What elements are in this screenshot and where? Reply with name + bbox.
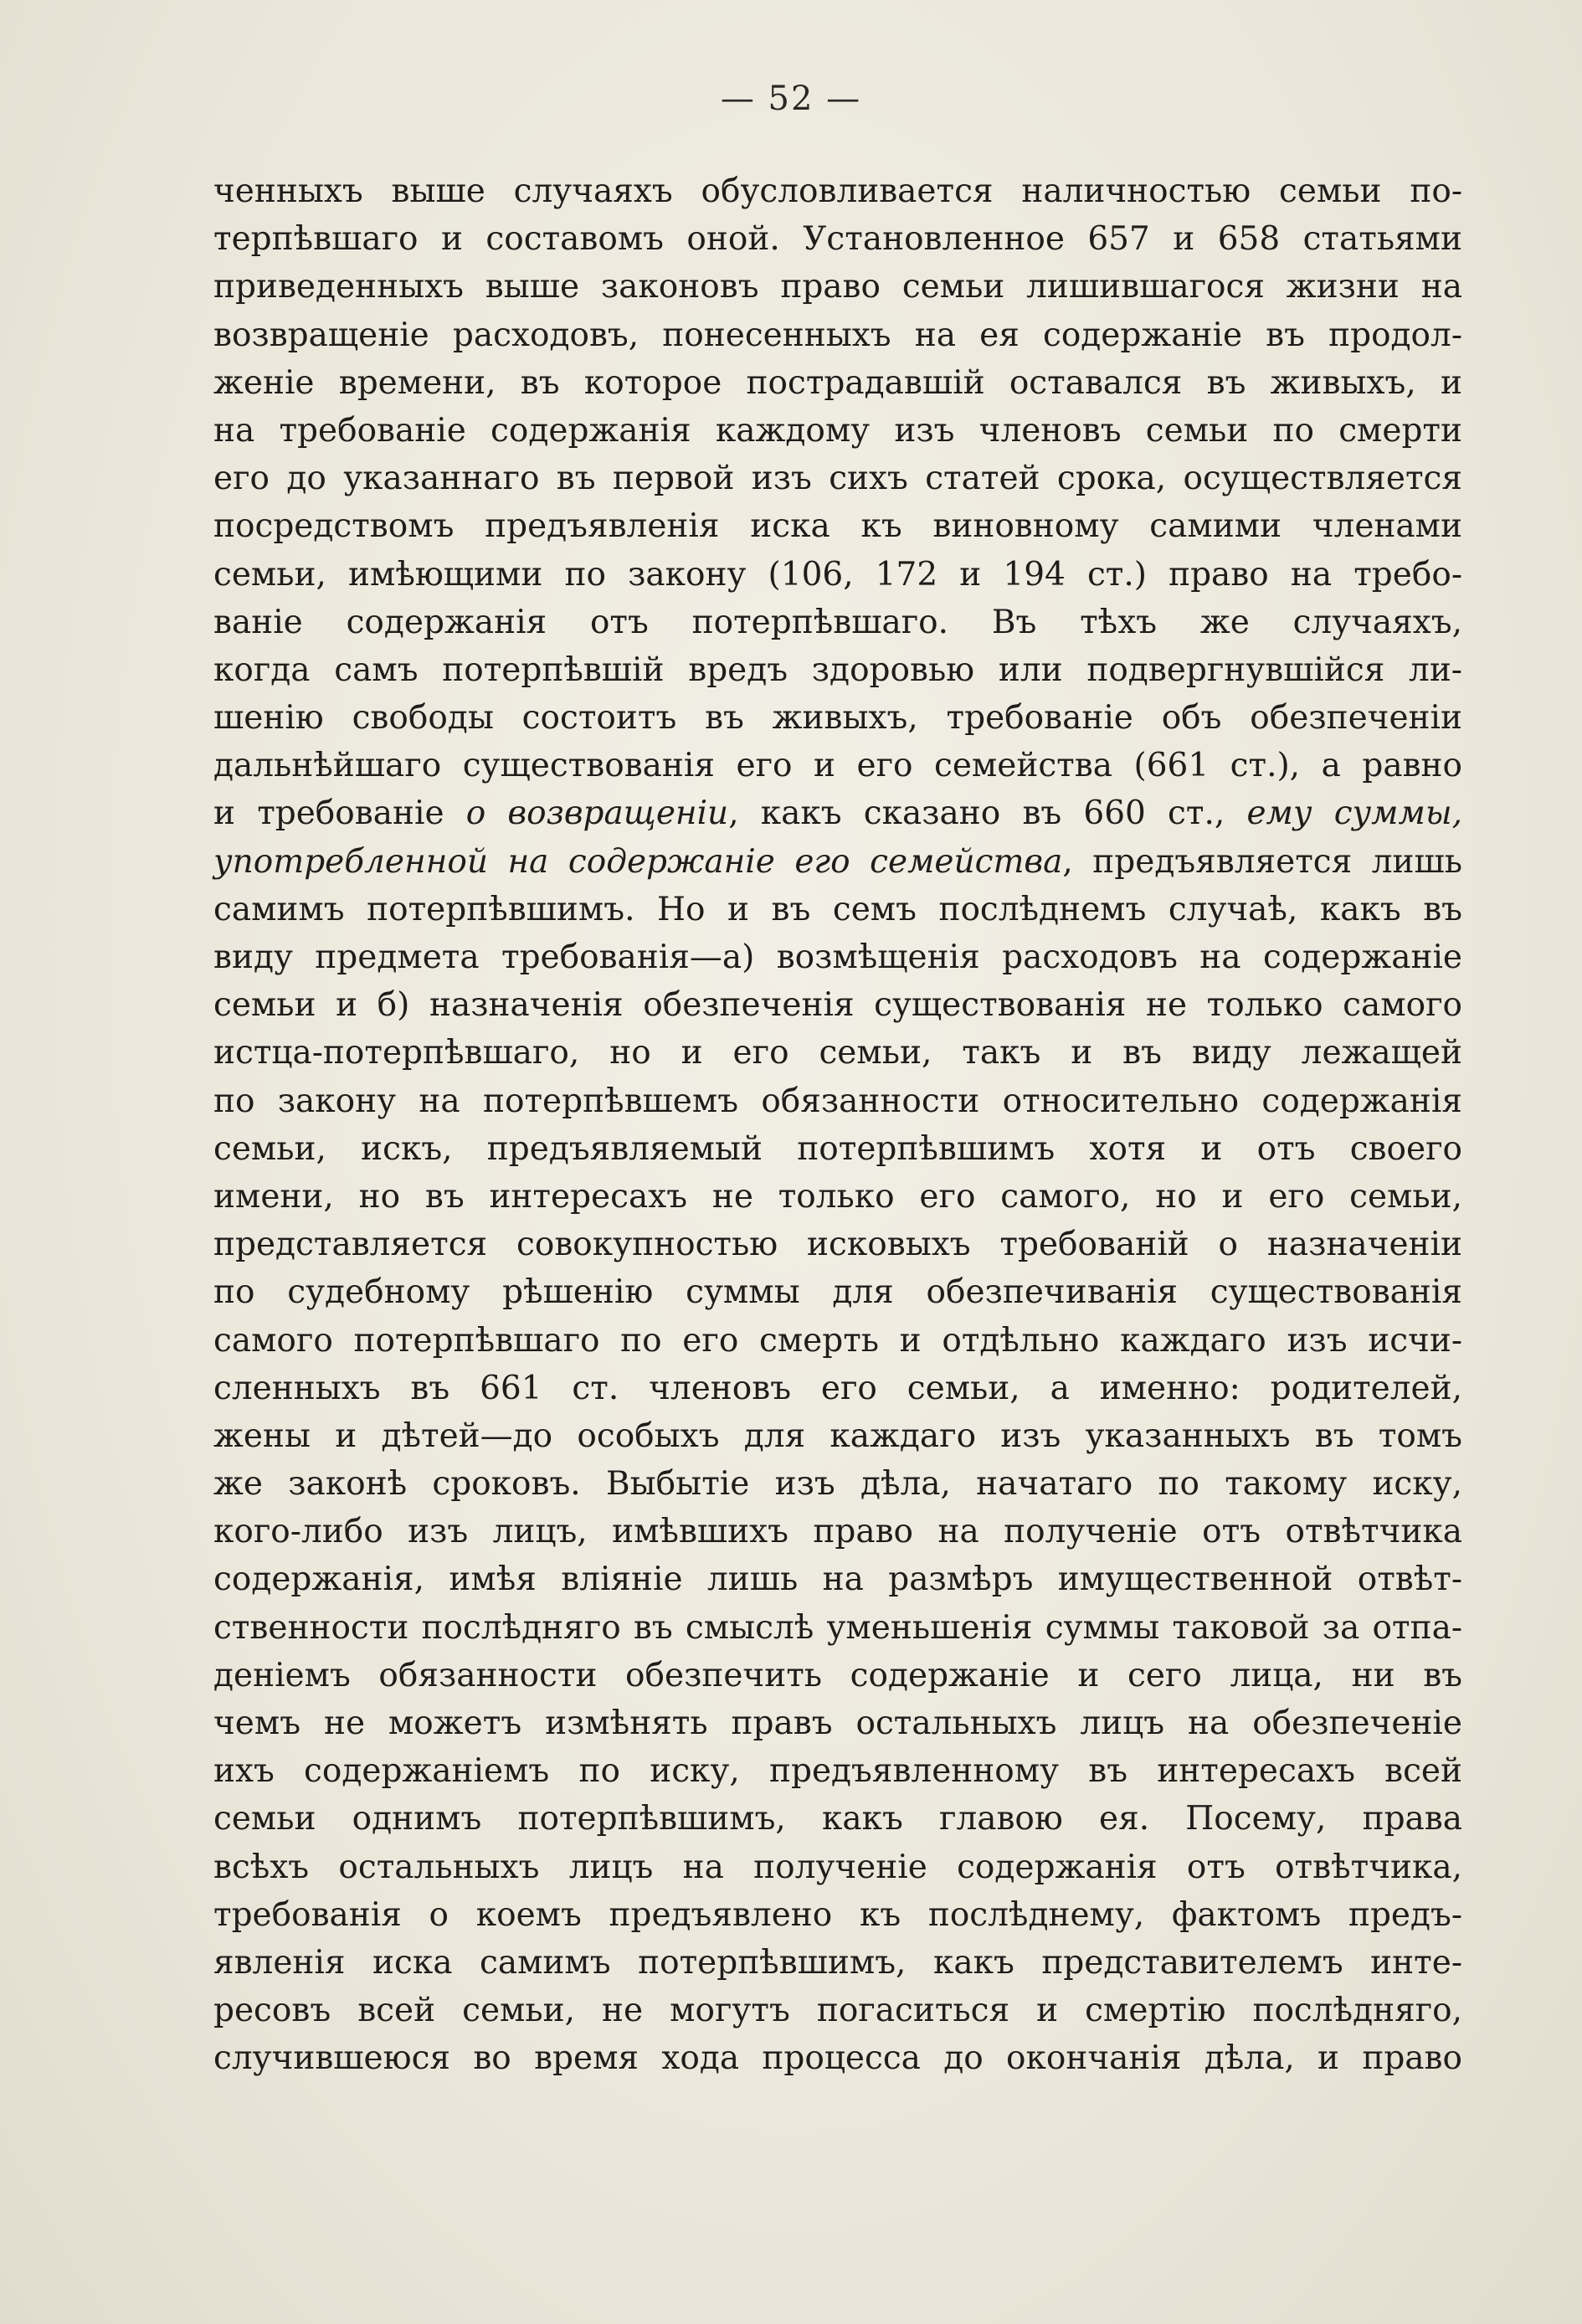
text-line: ченныхъ выше случаяхъ обусловливается наличностью семьи по- — [213, 172, 1462, 210]
text-line: кого-либо изъ лицъ, имѣвшихъ право на полученіе отъ отвѣтчика — [213, 1513, 1462, 1551]
text-line: жены и дѣтей—до особыхъ для каждаго изъ указанныхъ въ томъ — [213, 1417, 1462, 1455]
text-run: , предъявляется лишь — [1062, 842, 1462, 881]
text-run: и требованіе — [213, 794, 466, 833]
text-line-mixed — [213, 789, 1462, 837]
text-line: по закону на потерпѣвшемъ обязанности относительно содержанія — [213, 1082, 1462, 1120]
italic-run: о возвращеніи — [465, 794, 729, 833]
text-line: дальнѣйшаго существованія его и его семейства (661 ст.), а равно — [213, 747, 1462, 785]
body-text — [213, 167, 1462, 2083]
text-line: самого потерпѣвшаго по его смерть и отдѣльно каждаго изъ исчи- — [213, 1321, 1462, 1360]
text-line: возвращеніе расходовъ, понесенныхъ на ея содержаніе въ продол- — [213, 316, 1462, 354]
text-line: же законѣ сроковъ. Выбытіе изъ дѣла, начатаго по такому иску, — [213, 1465, 1462, 1504]
text-line: имени, но въ интересахъ не только его самого, но и его семьи, — [213, 1177, 1462, 1216]
text-line: на требованіе содержанія каждому изъ членовъ семьи по смерти — [213, 411, 1462, 450]
text-line: деніемъ обязанности обезпечить содержаніе и сего лица, ни въ — [213, 1656, 1462, 1694]
text-line: семьи однимъ потерпѣвшимъ, какъ главою ея. Посему, права — [213, 1800, 1462, 1838]
text-line: ихъ содержаніемъ по иску, предъявленному въ интересахъ всей — [213, 1752, 1462, 1791]
text-line: требованія о коемъ предъявлено къ послѣднему, фактомъ предъ- — [213, 1895, 1462, 1934]
text-line: семьи, имѣющими по закону (106, 172 и 194 ст.) право на требо- — [213, 555, 1462, 594]
text-line: истца-потерпѣвшаго, но и его семьи, такъ и въ виду лежащей — [213, 1034, 1462, 1072]
text-line: семьи, искъ, предъявляемый потерпѣвшимъ хотя и отъ своего — [213, 1129, 1462, 1168]
text-run: , какъ сказано въ 660 ст., — [728, 794, 1247, 833]
text-line: случившеюся во время хода процесса до окончанія дѣла, и право — [213, 2039, 1462, 2078]
italic-run: употребленной на содержаніе его семейства — [213, 842, 1063, 881]
text-line: всѣхъ остальныхъ лицъ на полученіе содержанія отъ отвѣтчика, — [213, 1848, 1462, 1886]
text-line: представляется совокупностью исковыхъ требованій о назначеніи — [213, 1226, 1462, 1264]
text-line: его до указаннаго въ первой изъ сихъ статей срока, осуществляется — [213, 460, 1462, 498]
text-line: по судебному рѣшенію суммы для обезпечиванія существованія — [213, 1273, 1462, 1312]
page-number: — 52 — — [720, 80, 862, 118]
text-line: чемъ не можетъ измѣнять правъ остальныхъ лицъ на обезпеченіе — [213, 1704, 1462, 1742]
text-line: посредствомъ предъявленія иска къ виновному самими членами — [213, 507, 1462, 546]
text-line: женіе времени, въ которое пострадавшій оставался въ живыхъ, и — [213, 363, 1462, 402]
text-line: ресовъ всей семьи, не могутъ погаситься и смертію послѣдняго, — [213, 1992, 1462, 2030]
text-line: шенію свободы состоитъ въ живыхъ, требованіе объ обезпеченіи — [213, 699, 1462, 738]
text-line: виду предмета требованія—а) возмѣщенія расходовъ на содержаніе — [213, 938, 1462, 976]
text-line: содержанія, имѣя вліяніе лишь на размѣръ имущественной отвѣт- — [213, 1560, 1462, 1599]
text-line: ственности послѣдняго въ смыслѣ уменьшенія суммы таковой за отпа- — [213, 1608, 1462, 1647]
text-line: когда самъ потерпѣвшій вредъ здоровью или подвергнувшійся ли- — [213, 650, 1462, 689]
text-line: самимъ потерпѣвшимъ. Но и въ семъ послѣднемъ случаѣ, какъ въ — [213, 890, 1462, 928]
text-line: явленія иска самимъ потерпѣвшимъ, какъ представителемъ инте- — [213, 1943, 1462, 1982]
text-line: ваніе содержанія отъ потерпѣвшаго. Въ тѣхъ же случаяхъ, — [213, 603, 1462, 641]
italic-run: ему суммы, — [1246, 794, 1462, 833]
text-line: сленныхъ въ 661 ст. членовъ его семьи, а именно: родителей, — [213, 1369, 1462, 1407]
text-line-mixed — [213, 838, 1462, 886]
text-line: семьи и б) назначенія обезпеченія существованія не только самого — [213, 986, 1462, 1025]
text-line: терпѣвшаго и составомъ оной. Установленное 657 и 658 статьями — [213, 220, 1462, 259]
text-line: приведенныхъ выше законовъ право семьи лишившагося жизни на — [213, 268, 1462, 306]
